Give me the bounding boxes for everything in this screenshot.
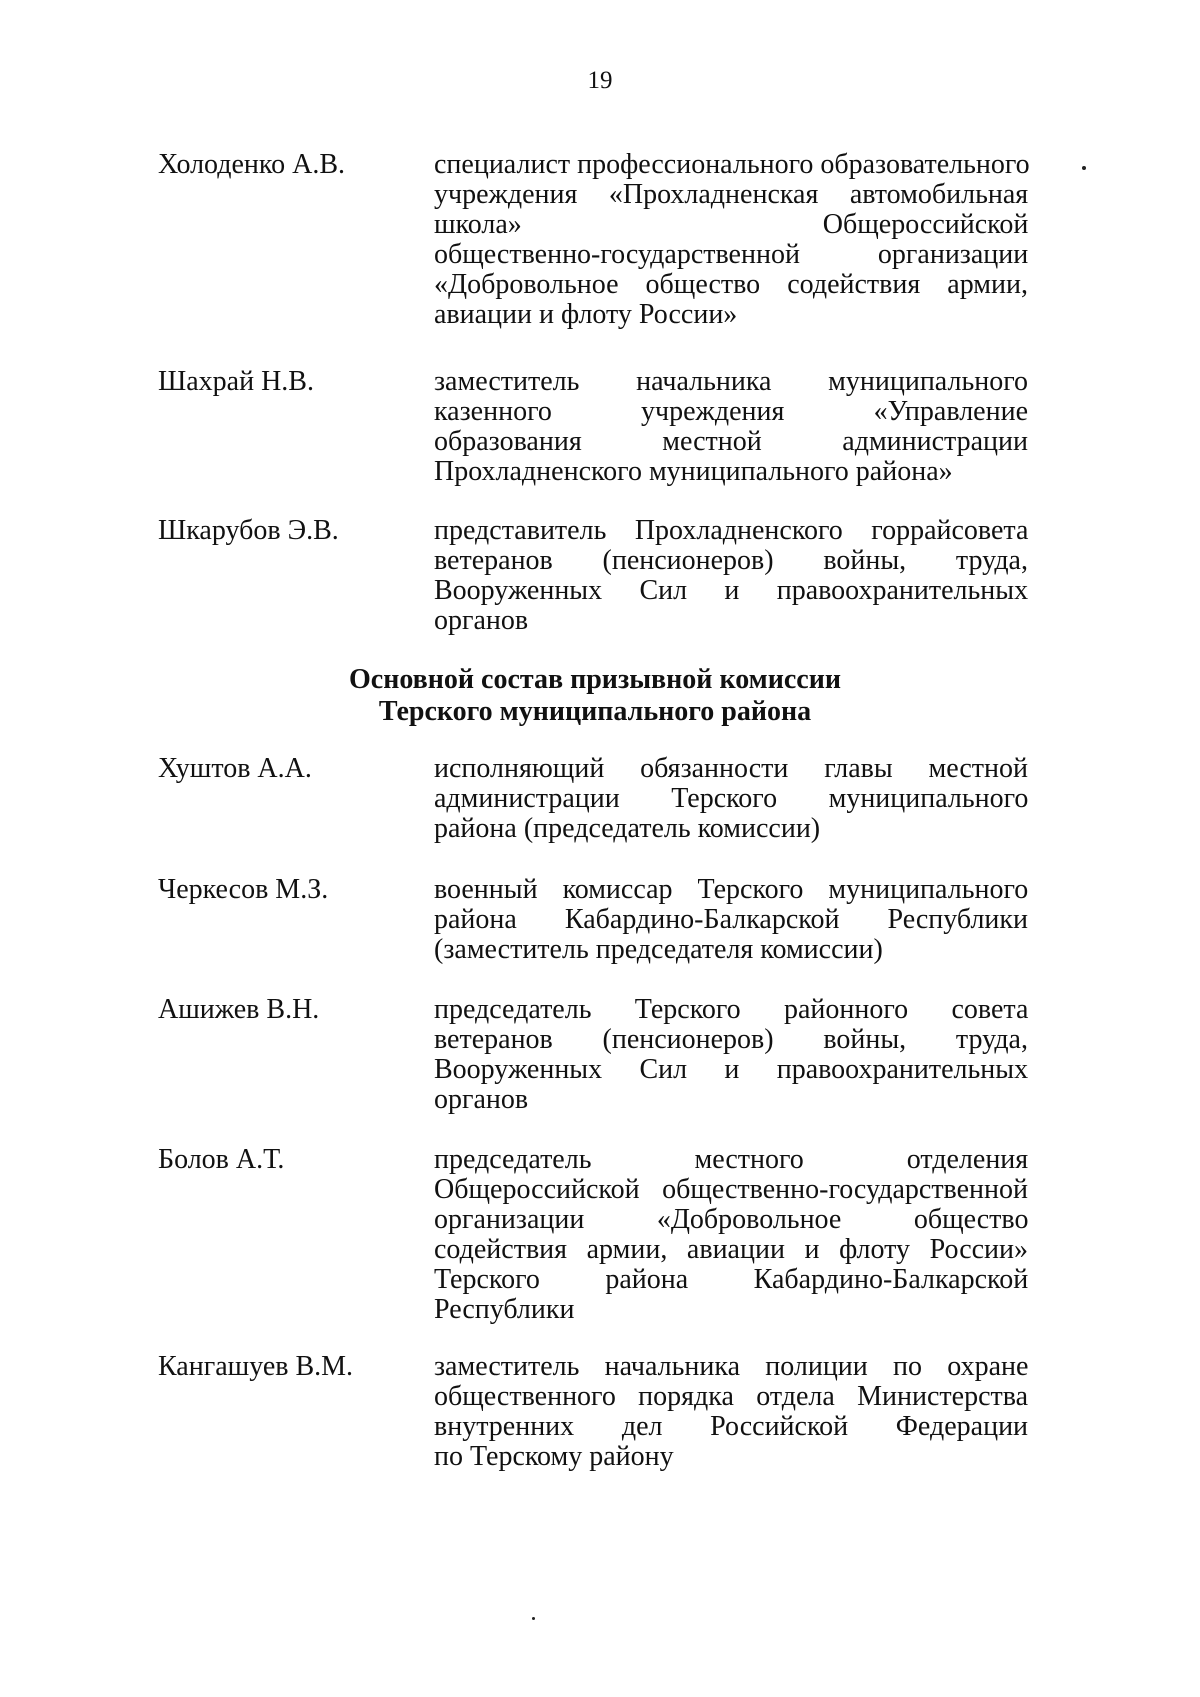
member-position [434,875,1028,965]
member-position-line: председатель местного отделения [434,1144,1029,1175]
member-position-line: авиации и флоту России» [434,299,738,330]
member-position [434,995,1028,1115]
member-position-line: района (председатель комиссии) [434,813,821,844]
member-position-line: казенного учреждения «Управление [434,396,1028,427]
member-position-line: заместитель начальника полиции по охране [434,1351,1029,1382]
member-position-line: специалист профессионального образовательного [434,149,1030,180]
member-name: Шкарубов Э.В. [158,515,339,546]
member-name: Холоденко А.В. [158,149,345,180]
member-position-line: заместитель начальника муниципального [434,366,1028,397]
member-position-line: внутренних дел Российской Федерации [434,1411,1029,1442]
member-position-line: Вооруженных Сил и правоохранительных [434,575,1029,606]
member-position-line: содействия армии, авиации и флоту России» [434,1234,1029,1265]
section-heading-line: Основной состав призывной комиссии [349,664,841,695]
member-position-line: Вооруженных Сил и правоохранительных [434,1054,1029,1085]
member-name: Кангашуев В.М. [158,1351,354,1382]
member-position [434,754,1028,844]
member-name: Болов А.Т. [158,1144,285,1175]
member-position [434,516,1028,636]
member-position-line: «Добровольное общество содействия армии, [434,269,1028,300]
member-position-line: Терского района Кабардино-Балкарской [434,1264,1029,1295]
member-position [434,367,1028,487]
member-position-line: администрации Терского муниципального [434,783,1029,814]
member-position-line: Общероссийской общественно-государственной [434,1174,1028,1205]
page-number: 19 [587,67,613,94]
member-position-line: органов [434,1084,529,1115]
member-position-line: по Терскому району [434,1441,674,1472]
member-position-line: общественно-государственной организации [434,239,1029,270]
member-position-line: ветеранов (пенсионеров) войны, труда, [434,1024,1028,1055]
member-position-line: организации «Добровольное общество [434,1204,1029,1235]
member-name: Ашижев В.Н. [158,994,320,1025]
member-position-line: общественного порядка отдела Министерства [434,1381,1029,1412]
scan-speck [1082,166,1086,170]
member-position-line: образования местной администрации [434,426,1028,457]
member-name: Черкесов М.З. [158,874,329,905]
member-position-line: учреждения «Прохладненская автомобильная [434,179,1029,210]
member-name: Шахрай Н.В. [158,366,314,397]
member-position-line: района Кабардино-Балкарской Республики [434,904,1028,935]
member-position-line: ветеранов (пенсионеров) войны, труда, [434,545,1028,576]
member-name: Хуштов А.А. [158,753,312,784]
member-position [434,1352,1028,1472]
section-heading-line: Терского муниципального района [378,696,812,727]
member-position-line: (заместитель председателя комиссии) [434,934,883,965]
member-position-line: военный комиссар Терского муниципального [434,874,1029,905]
section-heading [0,664,1190,728]
member-position-line: Прохладненского муниципального района» [434,456,953,487]
scan-speck [532,1617,535,1620]
member-position [434,1145,1028,1325]
member-position [434,150,1028,330]
member-position-line: исполняющий обязанности главы местной [434,753,1028,784]
member-position-line: председатель Терского районного совета [434,994,1029,1025]
member-position-line: Республики [434,1294,575,1325]
member-position-line: представитель Прохладненского горрайсовета [434,515,1029,546]
member-position-line: школа» Общероссийской [434,209,1029,240]
member-position-line: органов [434,605,529,636]
